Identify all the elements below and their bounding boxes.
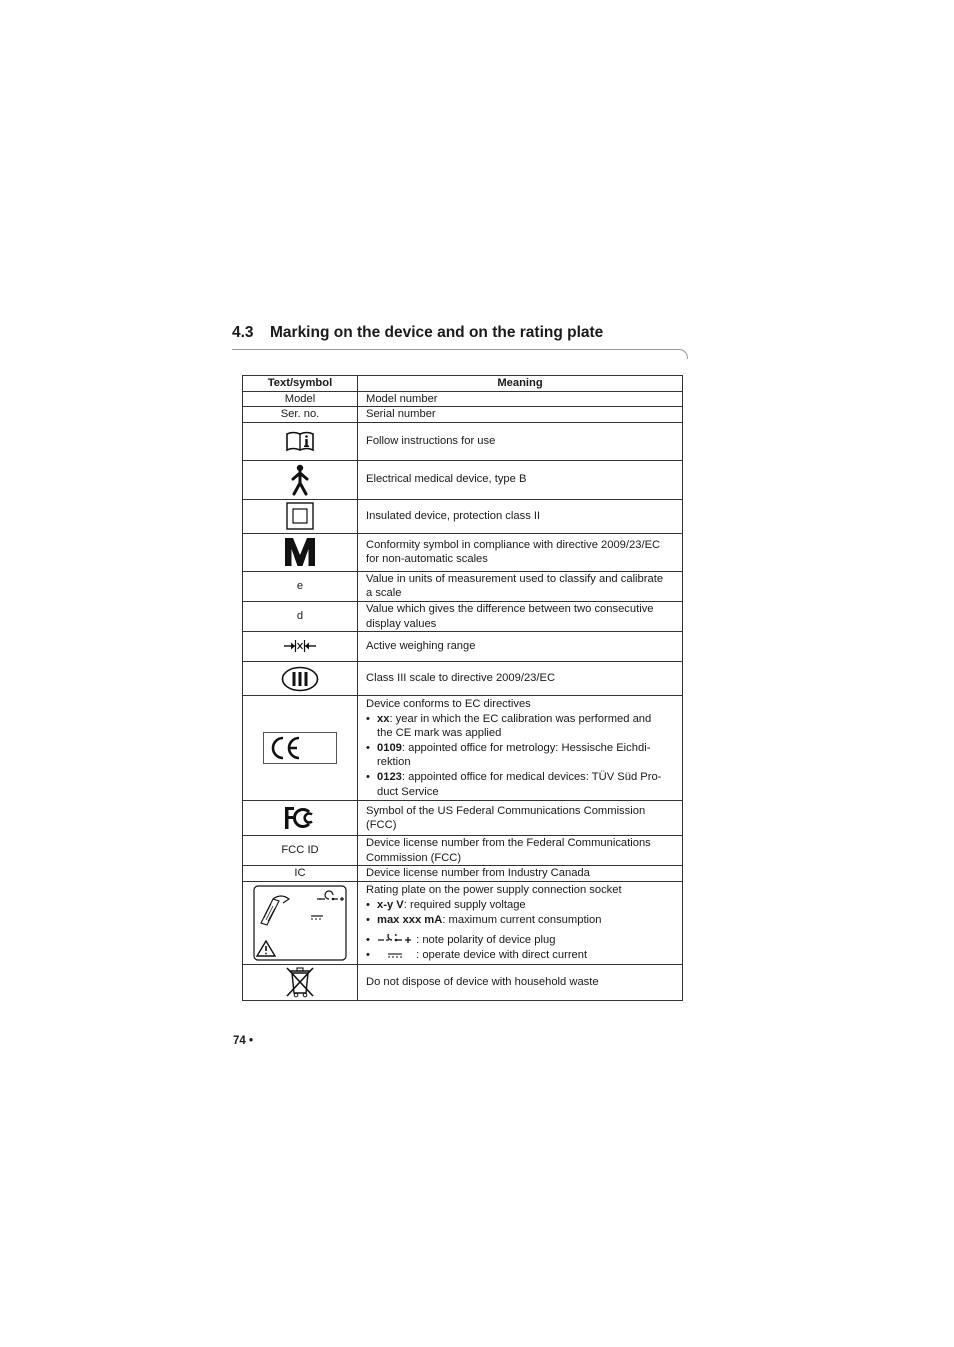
rating-plate-icon xyxy=(253,885,347,961)
table-row xyxy=(243,632,683,662)
symbol-text: IC xyxy=(243,866,358,882)
table-row xyxy=(243,571,683,601)
table-row xyxy=(243,601,683,631)
table-row xyxy=(243,964,683,1000)
type-b-person-icon xyxy=(289,464,311,496)
list-item: • 0123: appointed office for medical devices: TÜV Süd Pro- duct Service xyxy=(366,770,679,799)
table-row xyxy=(243,533,683,571)
meaning-text: Device license number from Industry Canada xyxy=(358,866,683,882)
crossed-bin-icon xyxy=(285,966,315,998)
symbol-text: FCC ID xyxy=(243,836,358,866)
list-item: • xx: year in which the EC calibration was performed and the CE mark was applied xyxy=(366,712,679,741)
section-number: 4.3 xyxy=(232,324,254,341)
meaning-text: Device conforms to EC directives xyxy=(366,698,531,711)
meaning-text: Class III scale to directive 2009/23/EC xyxy=(358,662,683,696)
meaning-text: Value which gives the difference between two consecutive xyxy=(366,602,654,615)
meaning-text: Model number xyxy=(358,391,683,407)
meaning-text: Commission (FCC) xyxy=(366,851,462,864)
meaning-text: Do not dispose of device with household waste xyxy=(358,964,683,1000)
class-iii-icon xyxy=(281,666,319,692)
table-row xyxy=(243,407,683,423)
table-row xyxy=(243,866,683,882)
meaning-text: Serial number xyxy=(358,407,683,423)
table-row xyxy=(243,460,683,499)
page-number: 74 • xyxy=(233,1035,254,1047)
polarity-icon xyxy=(377,934,413,946)
table-row xyxy=(243,881,683,964)
meaning-text: (FCC) xyxy=(366,819,397,832)
table-row xyxy=(243,696,683,801)
instructions-book-icon xyxy=(285,430,315,452)
table-header-row xyxy=(243,376,683,392)
marking-table xyxy=(242,375,683,1001)
fcc-logo-icon xyxy=(284,806,316,830)
heading-rule-corner xyxy=(676,349,688,359)
list-item: • : note polarity of device plug xyxy=(366,933,679,948)
symbol-text: d xyxy=(243,601,358,631)
meaning-text: Active weighing range xyxy=(358,632,683,662)
meaning-text: display values xyxy=(366,617,437,630)
symbol-text: e xyxy=(243,571,358,601)
header-symbol: Text/symbol xyxy=(243,376,358,392)
section-heading xyxy=(232,324,603,342)
table-row xyxy=(243,499,683,533)
meaning-text: Value in units of measurement used to classify and calibrate xyxy=(366,572,664,585)
symbol-text: Ser. no. xyxy=(243,407,358,423)
meaning-text: Rating plate on the power supply connection socket xyxy=(366,884,622,897)
meaning-text: Insulated device, protection class II xyxy=(358,499,683,533)
meaning-text: for non-automatic scales xyxy=(366,553,488,566)
table-row xyxy=(243,422,683,460)
list-item: • 0109: appointed office for metrology: Hessische Eichdi- rektion xyxy=(366,741,679,770)
m-conformity-icon xyxy=(284,537,316,567)
table-row xyxy=(243,662,683,696)
list-item: • x-y V: required supply voltage xyxy=(366,898,679,913)
symbol-text: Model xyxy=(243,391,358,407)
header-meaning: Meaning xyxy=(358,376,683,392)
table-row xyxy=(243,391,683,407)
ce-mark-icon xyxy=(263,732,337,764)
meaning-text: a scale xyxy=(366,587,402,600)
meaning-text: Electrical medical device, type B xyxy=(358,460,683,499)
protection-class-ii-icon xyxy=(286,502,314,530)
meaning-text: Conformity symbol in compliance with directive 2009/23/EC xyxy=(366,538,661,551)
heading-rule xyxy=(232,349,679,350)
meaning-text: Device license number from the Federal Communications xyxy=(366,837,651,850)
list-item: • max xxx mA: maximum current consumption xyxy=(366,913,679,928)
table-row xyxy=(243,801,683,836)
meaning-text: Symbol of the US Federal Communications Commission xyxy=(366,804,646,817)
list-item: • : operate device with direct current xyxy=(366,948,679,963)
direct-current-icon xyxy=(377,949,413,961)
weighing-range-icon xyxy=(283,639,317,653)
section-title: Marking on the device and on the rating plate xyxy=(270,324,604,341)
meaning-text: Follow instructions for use xyxy=(358,422,683,460)
table-row xyxy=(243,836,683,866)
